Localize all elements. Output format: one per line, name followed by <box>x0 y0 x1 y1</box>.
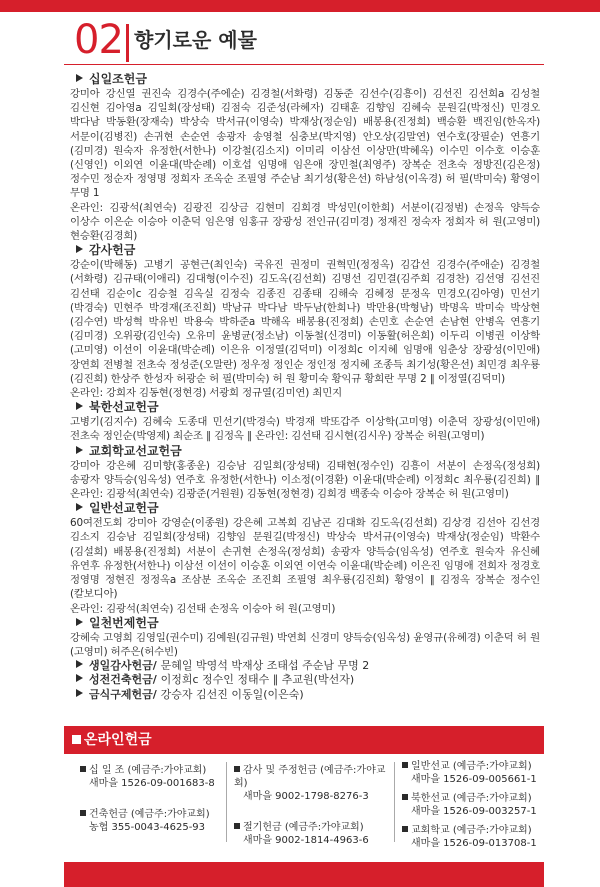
section-names: 강미아 강신열 권진숙 김경수(주에순) 김경철(서화령) 김동준 김선수(김흥이) 김선진 김선희a 김성철 김신현 김아영a 김일회(장성태) 김점숙 김준성(라혜자) 김태훈 김향임 김혜숙 문원길(박정신) 민경오 박다남 박동환(장재숙) 박상숙 박서규(이영숙) 박재상(정순임) 배봉용(진정희) 백승환 백진임(한옥자) 서문이(김병진) 손귀현 손순연 송광자 송영철 심충보(박지영) 안오상(김말연) 연수호(장필순) 연흥기(김미경) 원숙자 유정한(서한나) 이강철(김소지) 이미리 이삼선 이상만(박혜옥) 이수민 이수호 이승훈(신영인) 이외연 이윤대(박순례) 이호섭 임명애 임은애 장민철(최영주) 장복순 전초숙 정방진(김은정) 정수민 정순자 정영명 정희자 조옥순 조필영 주순남 최기성(황은선) 하남성(이옥경) 허 필(박미숙) 황영이 무명 1 온라인: 김광석(최연숙) 김광진 김상금 김현미 김희경 박성민(이한희) 서분이(김정범) 손정옥 양득승 이상수 이은순 이승아 이춘덕 임은영 임홍규 장광성 전인규(김미경) 정재진 정숙자 정희자 허 원(고영미) 현승환(김경희) <box>70 88 540 243</box>
triangle-bullet-icon <box>76 402 83 410</box>
bank-column-2 <box>234 764 392 865</box>
header-divider <box>126 24 129 62</box>
square-bullet-icon <box>80 766 86 772</box>
square-bullet-icon <box>402 794 408 800</box>
account-number: 새마을 1526-09-013708-1 <box>411 838 537 849</box>
bank-account: 북한선교 (예금주:가야교회) 새마을 1526-09-003257-1 <box>402 792 542 818</box>
account-number: 농협 355-0043-4625-93 <box>89 822 206 833</box>
account-number: 새마을 1526-09-005661-1 <box>411 774 537 785</box>
square-bullet-icon <box>72 735 81 744</box>
bank-account: 십 일 조 (예금주:가야교회) 새마을 1526-09-001683-8 <box>80 764 230 790</box>
triangle-bullet-icon <box>76 74 83 82</box>
section-heading: 일반선교헌금 <box>76 501 540 516</box>
section-general-mission <box>70 501 540 615</box>
section-heading: 일천번제헌금 <box>76 616 540 631</box>
section-names: 강순이(박해동) 고병기 공현근(최인숙) 국유진 권정미 권혁민(정정옥) 김갑선 김경수(주애순) 김경철(서화령) 김규태(이애리) 김대형(이수진) 김도옥(김선희) 김명선 김민결(김주희 김경찬) 김선영 김선진 김선태 김순이c 김승철 김옥실 김정숙 김종진 김종태 김해숙 김혜정 문정옥 민경오(김아영) 민선기(박경숙) 민현주 박경재(조진희) 박남규 박다남 박두남(한희나) 박만용(박형남) 박명옥 박미숙 박상현(김수연) 박성혁 박유빈 박용숙 박하준a 박해옥 배봉용(진정희) 손민호 손순연 손남현 안병옥 연흥기(김미경) 오위광(김인숙) 오유미 윤병균(정소남) 이동철(신경미) 이동활(허은희) 이두리 이병권 이상학(고미영) 이선이 이윤대(박순례) 이은유 이정열(김덕미) 이정희c 이지혜 임명애 임춘상 장광성(이민애) 장연희 전병철 전초숙 정성준(오말란) 정우정 정인순 정인정 정지혜 조종득 최기성(황은선) 최민경 최우룡(김진희) 한상주 한성자 허광순 허 필(박미숙) 허 원 황미숙 황익규 황희란 무명 2 ∥ 이정열(김덕미) 온라인: 강희자 김동현(정현경) 서광희 정규열(김미연) 최민지 <box>70 259 540 400</box>
triangle-bullet-icon <box>76 503 83 511</box>
section-heading: 교회학교선교헌금 <box>76 444 540 459</box>
bank-column-1 <box>80 764 230 852</box>
inline-offering-building: 성전건축헌금/ 이정희c 정수인 정태수 ∥ 추교원(박선자) <box>76 673 540 687</box>
triangle-bullet-icon <box>76 689 83 697</box>
account-number: 새마을 9002-1814-4963-6 <box>243 835 369 846</box>
section-names: 60여전도회 강미아 강영순(이종원) 강은혜 고복희 김남곤 김대화 김도옥(김선희) 김상경 김선아 김선경 김소지 김승남 김일회(장성태) 김향임 문원길(박정신) 박상숙 박서규(이영숙) 박재상(정순임) 박환수(김설희) 배봉용(진정희) 서분이 손귀현 손정옥(정성희) 송광자 양득승(임옥성) 연주호 원숙자 유신혜 유연후 유정한(서한나) 이삼선 이선이 이승훈 이외연 이연숙 이윤대(박순례) 이은진 임명애 전희자 정경호 정영명 정현진 정정옥a 조삼분 조옥순 조진희 조필영 최우룡(김진희) 황영이 ∥ 김정옥 장복순 정수인(칼보디아) 온라인: 김광석(최연숙) 김선태 손정옥 이승아 허 원(고영미) <box>70 517 540 615</box>
square-bullet-icon <box>402 762 408 768</box>
section-number: 02 <box>74 17 123 63</box>
page-header <box>64 14 524 66</box>
square-bullet-icon <box>234 766 240 772</box>
bank-column-3 <box>402 760 542 850</box>
offering-content <box>70 72 540 702</box>
bank-account: 감사 및 주정헌금 (예금주:가야교회) 새마을 9002-1798-8276-3 <box>234 764 392 803</box>
bank-account: 건축헌금 (예금주:가야교회) 농협 355-0043-4625-93 <box>80 808 230 834</box>
section-thanks <box>70 243 540 400</box>
triangle-bullet-icon <box>76 660 83 668</box>
inline-offering-birthday: 생일감사헌금/ 문혜일 박영석 박재상 조태섭 주순남 무명 2 <box>76 659 540 673</box>
header-rule <box>64 64 544 65</box>
account-number: 새마을 1526-09-003257-1 <box>411 806 537 817</box>
bottom-red-bar <box>64 862 544 887</box>
triangle-bullet-icon <box>76 245 83 253</box>
square-bullet-icon <box>80 810 86 816</box>
online-offering-banner <box>64 726 544 754</box>
section-names: 강미아 강은혜 김미향(홍종운) 김승남 김일회(장성태) 김태현(정수인) 김흥이 서분이 손정옥(정성희) 송광자 양득승(임옥성) 연주호 유정한(서한나) 이소정(이경환) 이윤대(박순례) 이정희c 최우룡(김진희) ∥ 온라인: 김광석(최연숙) 김광준(거원원) 김동현(정현경) 김희경 백종숙 이승아 장복순 허 원(고영미) <box>70 459 540 501</box>
bank-account: 교회학교 (예금주:가야교회) 새마을 1526-09-013708-1 <box>402 824 542 850</box>
section-church-school-mission <box>70 444 540 502</box>
online-offering-title: 온라인헌금 <box>84 732 152 748</box>
section-names: 고병기(김지수) 김혜숙 도종대 민선기(박경숙) 박경재 박또갑주 이상학(고미영) 이춘덕 장광성(이민애) 전초숙 정인순(박영제) 최순조 ∥ 김정옥 ∥ 온라인: 김선태 김시현(김시우) 장복순 허원(고영미) <box>70 416 540 443</box>
section-heading: 감사헌금 <box>76 243 540 258</box>
page-title: 향기로운 예물 <box>134 28 257 52</box>
top-red-bar <box>0 0 600 12</box>
column-divider <box>226 762 227 842</box>
account-number: 새마을 1526-09-001683-8 <box>89 778 215 789</box>
inline-offering-fasting: 금식구제헌금/ 강승자 김선진 이동일(이은숙) <box>76 688 540 702</box>
section-north-korea-mission <box>70 400 540 443</box>
square-bullet-icon <box>234 823 240 829</box>
bank-account: 일반선교 (예금주:가야교회) 새마을 1526-09-005661-1 <box>402 760 542 786</box>
triangle-bullet-icon <box>76 446 83 454</box>
section-names: 강혜숙 고영희 김영일(권수미) 김예원(김규원) 박연희 신경미 양득승(임옥성) 윤영규(유혜경) 이춘덕 허 원(고영미) 허주은(허수빈) <box>70 631 540 658</box>
triangle-bullet-icon <box>76 618 83 626</box>
section-tithe <box>70 72 540 243</box>
section-heading: 십일조헌금 <box>76 72 540 87</box>
square-bullet-icon <box>402 826 408 832</box>
section-heading: 북한선교헌금 <box>76 400 540 415</box>
section-thousand-offering <box>70 616 540 659</box>
account-number: 새마을 9002-1798-8276-3 <box>243 791 369 802</box>
column-divider <box>394 762 395 842</box>
triangle-bullet-icon <box>76 674 83 682</box>
bank-account: 절기헌금 (예금주:가야교회) 새마을 9002-1814-4963-6 <box>234 821 392 847</box>
